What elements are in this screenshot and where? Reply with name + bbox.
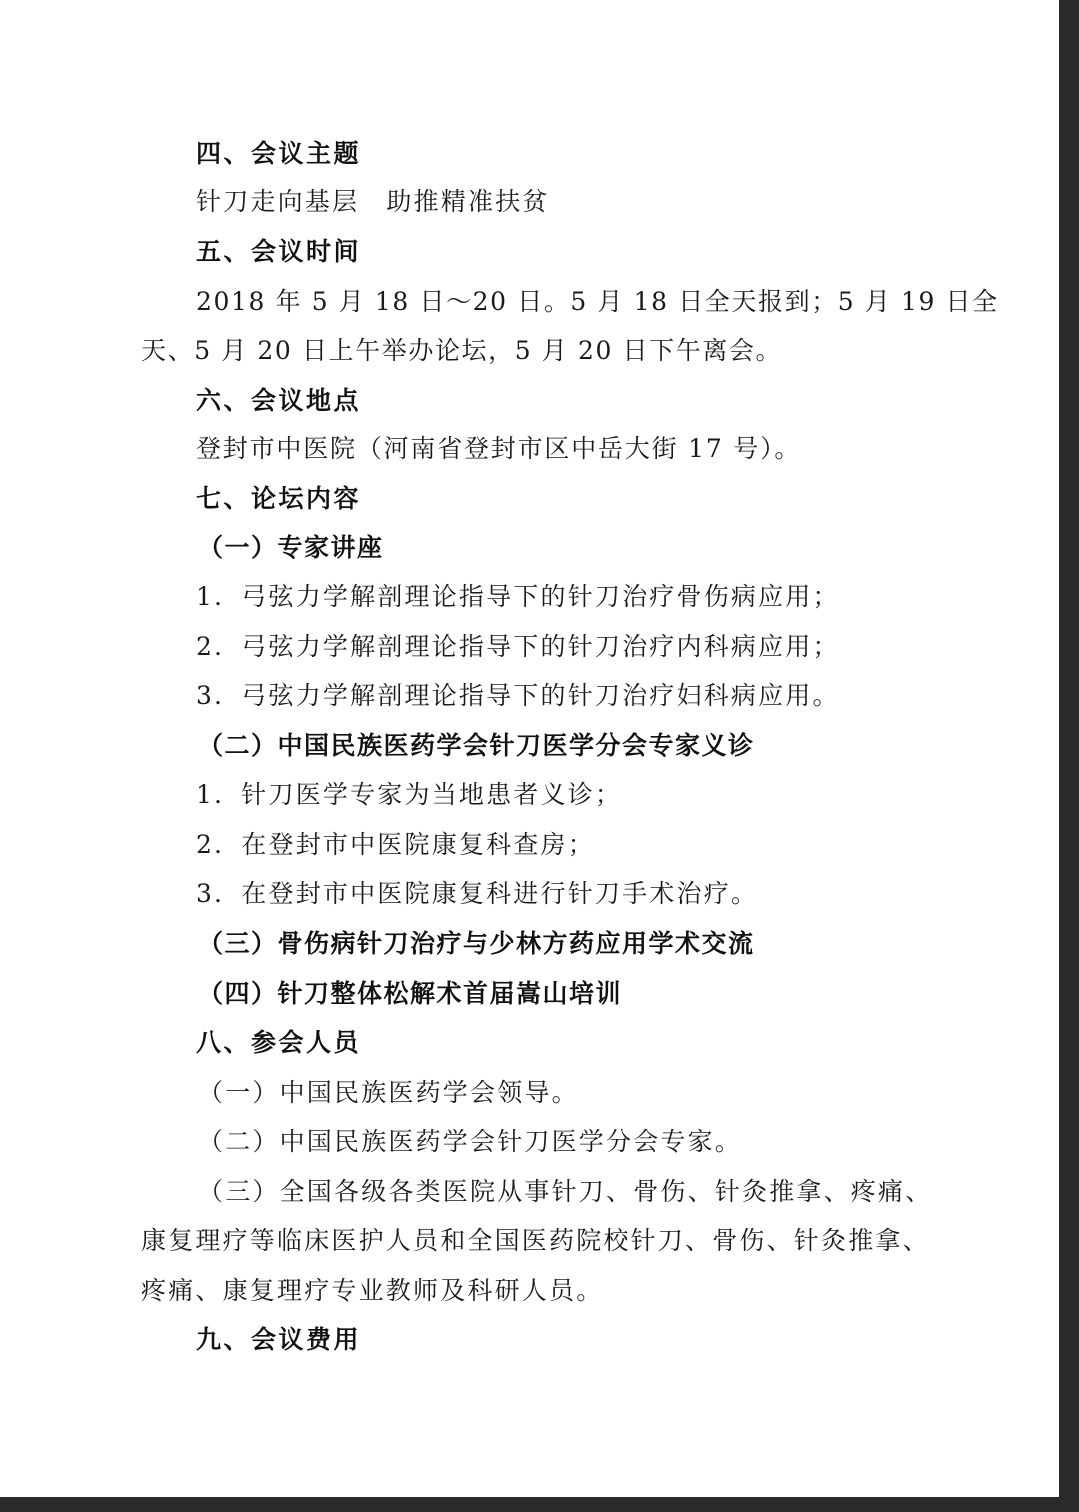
page-bottom-margin xyxy=(0,1497,1079,1512)
lecture-item-2: 2．弓弦力学解剖理论指导下的针刀治疗内科病应用； xyxy=(196,632,840,661)
heading-meeting-topic: 四、会议主题 xyxy=(196,139,362,168)
heading-meeting-time: 五、会议时间 xyxy=(196,237,362,266)
page-right-margin xyxy=(1059,0,1079,1512)
heading-meeting-venue: 六、会议地点 xyxy=(196,386,362,415)
attendees-item-2: （二）中国民族医药学会针刀医学分会专家。 xyxy=(198,1127,743,1156)
subheading-free-clinic: （二）中国民族医药学会针刀医学分会专家义诊 xyxy=(198,731,755,760)
subheading-songshan-training: （四）针刀整体松解术首届嵩山培训 xyxy=(198,979,623,1008)
attendees-item-3-line-3: 疼痛、康复理疗专业教师及科研人员。 xyxy=(141,1276,604,1305)
clinic-item-2: 2．在登封市中医院康复科查房； xyxy=(196,830,595,859)
subheading-academic-exchange: （三）骨伤病针刀治疗与少林方药应用学术交流 xyxy=(198,929,755,958)
meeting-topic-text: 针刀走向基层 助推精准扶贫 xyxy=(196,187,550,216)
lecture-item-3: 3．弓弦力学解剖理论指导下的针刀治疗妇科病应用。 xyxy=(196,681,840,710)
heading-forum-content: 七、论坛内容 xyxy=(196,484,362,513)
attendees-item-3-line-1: （三）全国各级各类医院从事针刀、骨伤、针灸推拿、疼痛、 xyxy=(198,1177,933,1206)
heading-meeting-fees: 九、会议费用 xyxy=(196,1325,362,1354)
lecture-item-1: 1．弓弦力学解剖理论指导下的针刀治疗骨伤病应用； xyxy=(196,582,840,611)
attendees-item-1: （一）中国民族医药学会领导。 xyxy=(198,1078,579,1107)
meeting-time-text-line-1: 2018 年 5 月 18 日～20 日。5 月 18 日全天报到；5 月 19 日全 xyxy=(196,287,999,316)
subheading-expert-lectures: （一）专家讲座 xyxy=(198,533,384,562)
meeting-time-text-line-2: 天、5 月 20 日上午举办论坛，5 月 20 日下午离会。 xyxy=(141,336,783,365)
meeting-venue-text: 登封市中医院（河南省登封市区中岳大街 17 号）。 xyxy=(196,434,802,463)
clinic-item-3: 3．在登封市中医院康复科进行针刀手术治疗。 xyxy=(196,879,759,908)
heading-attendees: 八、参会人员 xyxy=(196,1028,362,1057)
clinic-item-1: 1．针刀医学专家为当地患者义诊； xyxy=(196,780,623,809)
attendees-item-3-line-2: 康复理疗等临床医护人员和全国医药院校针刀、骨伤、针灸推拿、 xyxy=(141,1226,930,1255)
